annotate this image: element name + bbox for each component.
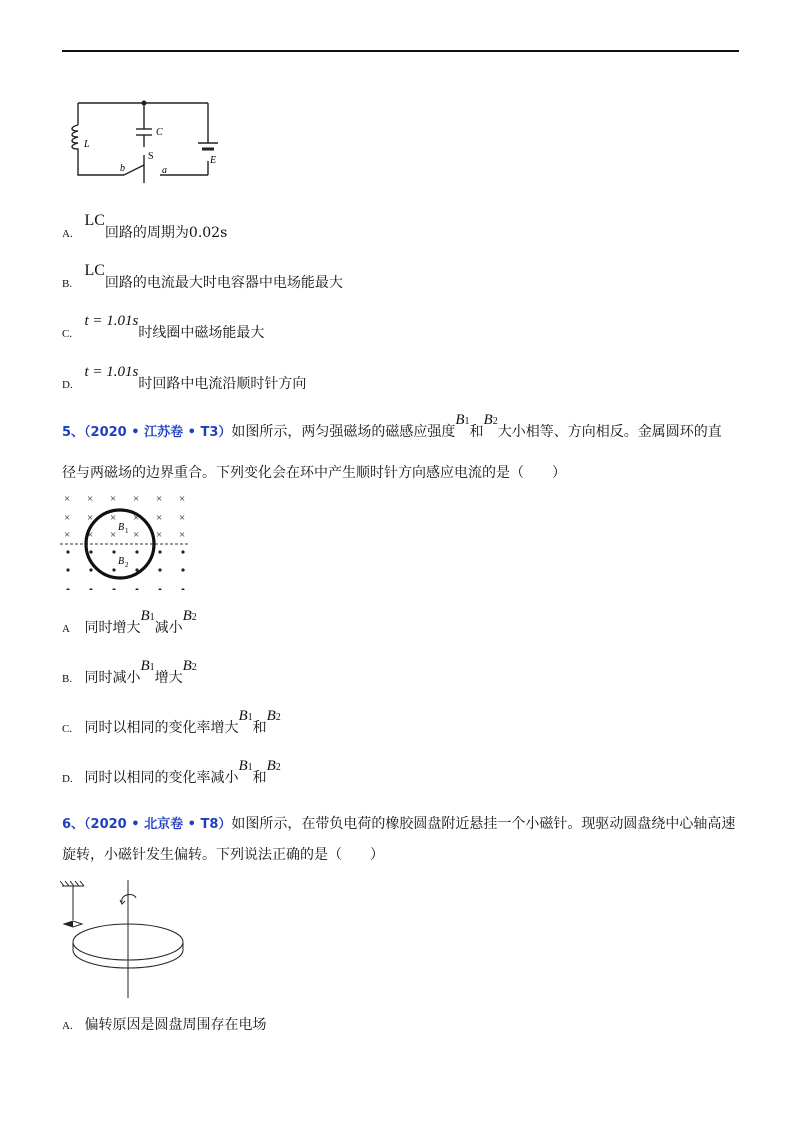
label-C: C bbox=[156, 127, 163, 138]
label-S: S bbox=[148, 151, 154, 162]
header-rule bbox=[62, 50, 739, 52]
field-dot-mark bbox=[135, 588, 138, 590]
q5-stem-line2: 径与两磁场的边界重合。下列变化会在环中产生顺时针方向感应电流的是（ ） bbox=[62, 465, 566, 481]
q4-a-text: 回路的周期为0.02s bbox=[104, 225, 228, 241]
field-cross-mark: × bbox=[87, 529, 94, 541]
field-cross-mark: × bbox=[156, 493, 163, 505]
q5-option-b[interactable]: B. 同时减小$B^1$增大$B^2$ bbox=[62, 658, 197, 686]
magnetic-field-figure bbox=[60, 490, 190, 590]
q4-option-a[interactable]: A. LC回路的周期为0.02s bbox=[62, 212, 228, 241]
field-cross-mark: × bbox=[179, 529, 186, 541]
field-dot-mark bbox=[158, 588, 161, 590]
q4-c-text: 时线圈中磁场能最大 bbox=[138, 325, 265, 341]
q4-option-c[interactable]: C. t = 1.01s时线圈中磁场能最大 bbox=[62, 313, 265, 341]
q6-header: 6、（2020 • 北京卷 • T8） bbox=[62, 817, 232, 832]
field-cross-mark: × bbox=[133, 512, 140, 524]
q4-option-d[interactable]: D. t = 1.01s时回路中电流沿顺时针方向 bbox=[62, 364, 307, 392]
svg-text:2: 2 bbox=[125, 561, 129, 569]
field-dot-mark bbox=[66, 550, 69, 553]
q4-option-b[interactable]: B. LC回路的电流最大时电容器中电场能最大 bbox=[62, 262, 343, 291]
q4-b-math: LC bbox=[84, 262, 105, 279]
field-cross-mark: × bbox=[156, 512, 163, 524]
label-L: L bbox=[84, 139, 90, 150]
field-cross-mark: × bbox=[64, 512, 71, 524]
field-cross-mark: × bbox=[64, 493, 71, 505]
field-cross-mark: × bbox=[110, 529, 117, 541]
field-dot-mark bbox=[181, 568, 184, 571]
svg-text:1: 1 bbox=[125, 527, 129, 535]
field-dot-mark bbox=[89, 568, 92, 571]
q4-b-text: 回路的电流最大时电容器中电场能最大 bbox=[104, 275, 343, 291]
field-cross-mark: × bbox=[133, 529, 140, 541]
q4-a-math: LC bbox=[84, 212, 105, 229]
field-dot-mark bbox=[89, 588, 92, 590]
field-dot-mark bbox=[112, 588, 115, 590]
field-cross-mark: × bbox=[179, 512, 186, 524]
field-dot-mark bbox=[158, 550, 161, 553]
field-cross-mark: × bbox=[156, 529, 163, 541]
q4-d-text: 时回路中电流沿顺时针方向 bbox=[138, 376, 307, 392]
q6-stem-line1: 6、（2020 • 北京卷 • T8）如图所示，在带负电荷的橡胶圆盘附近悬挂一个小磁针。现驱动圆盘绕中心轴高速 bbox=[62, 816, 736, 832]
q6-stem-line2: 旋转，小磁针发生偏转。下列说法正确的是（ ） bbox=[62, 847, 384, 863]
q5-header: 5、（2020 • 江苏卷 • T3） bbox=[62, 425, 232, 440]
rotating-disc-figure bbox=[60, 880, 210, 1000]
lc-circuit-figure bbox=[62, 95, 232, 185]
field-cross-mark: × bbox=[64, 529, 71, 541]
field-cross-mark: × bbox=[179, 493, 186, 505]
q5-stem-line1: 5、（2020 • 江苏卷 • T3）如图所示，两匀强磁场的磁感应强度$B^1$和$B^2$大小相等、方向相反。金属圆环的直 bbox=[62, 412, 722, 440]
fig-label-b1: B bbox=[118, 522, 125, 533]
label-b: b bbox=[120, 163, 125, 174]
field-dot-mark bbox=[89, 550, 92, 553]
q5-option-d[interactable]: D. 同时以相同的变化率减小$B^1$和$B^2$ bbox=[62, 758, 281, 786]
field-cross-mark: × bbox=[87, 512, 94, 524]
q5-option-a[interactable]: A 同时增大$B^1$减小$B^2$ bbox=[62, 608, 197, 636]
q5-option-c[interactable]: C. 同时以相同的变化率增大$B^1$和$B^2$ bbox=[62, 708, 281, 736]
fig-label-b2: B bbox=[118, 556, 125, 567]
field-dot-mark bbox=[112, 550, 115, 553]
field-dot-mark bbox=[66, 588, 69, 590]
field-dot-mark bbox=[158, 568, 161, 571]
label-a: a bbox=[162, 165, 167, 176]
field-dot-mark bbox=[181, 550, 184, 553]
q4-c-math: t = 1.01s bbox=[84, 313, 139, 329]
label-E: E bbox=[210, 155, 217, 166]
field-dot-mark bbox=[135, 550, 138, 553]
q4-d-math: t = 1.01s bbox=[84, 364, 139, 380]
field-dot-mark bbox=[66, 568, 69, 571]
field-cross-mark: × bbox=[110, 493, 117, 505]
field-cross-mark: × bbox=[87, 493, 94, 505]
field-dot-mark bbox=[181, 588, 184, 590]
field-cross-mark: × bbox=[110, 512, 117, 524]
field-cross-mark: × bbox=[133, 493, 140, 505]
field-dot-mark bbox=[112, 568, 115, 571]
q6-option-a[interactable]: A. 偏转原因是圆盘周围存在电场 bbox=[62, 1017, 267, 1033]
